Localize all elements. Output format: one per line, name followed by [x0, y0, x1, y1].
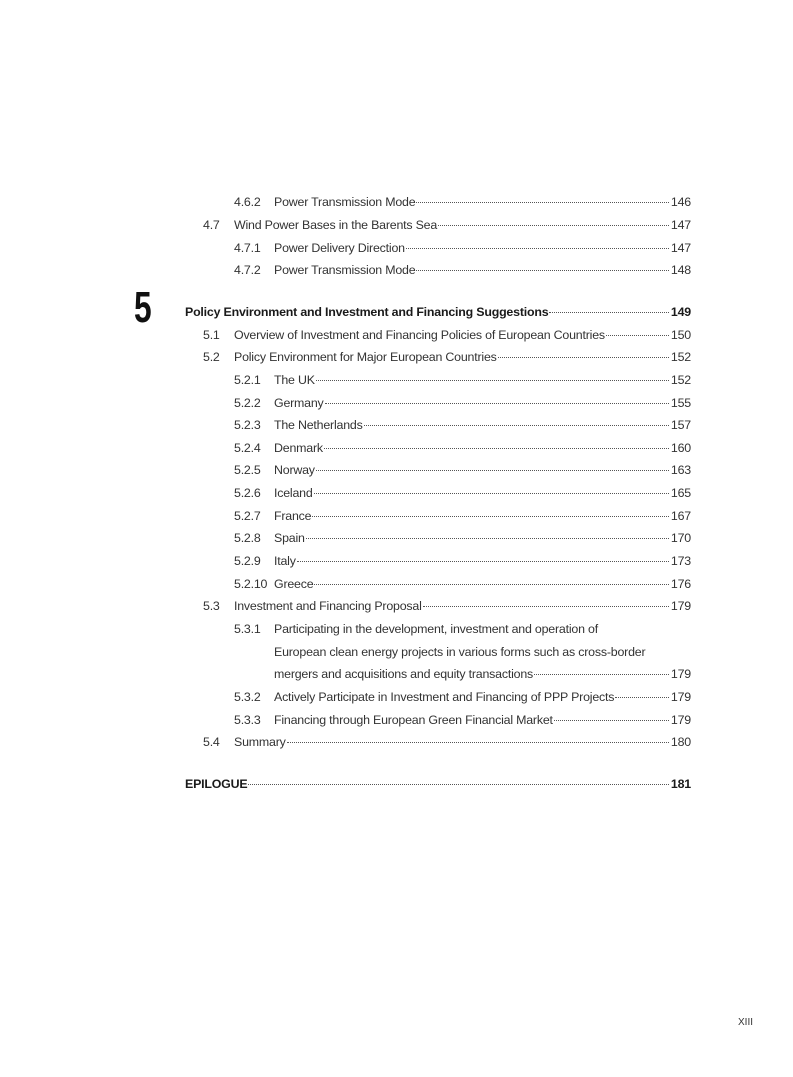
- toc-entry-title: Overview of Investment and Financing Policies of European Countries: [234, 328, 605, 342]
- toc-entry-page: 157: [670, 418, 691, 432]
- toc-entry-number: 5.2: [203, 350, 220, 364]
- toc-entry-page: 173: [670, 554, 691, 568]
- dot-leader: [297, 561, 669, 562]
- dot-leader: [606, 335, 669, 336]
- dot-leader: [554, 720, 669, 721]
- dot-leader: [406, 248, 669, 249]
- toc-entry-number: 5.1: [203, 328, 220, 342]
- toc-entry-number: 5.2.8: [234, 531, 261, 545]
- chapter-number: 5: [134, 283, 152, 332]
- toc-entry-title: Iceland: [274, 486, 313, 500]
- dot-leader: [534, 674, 669, 675]
- toc-entry[interactable]: [0, 371, 691, 389]
- toc-entry-number: 5.2.5: [234, 463, 261, 477]
- toc-entry[interactable]: [0, 775, 691, 793]
- dot-leader: [364, 425, 669, 426]
- dot-leader: [314, 584, 668, 585]
- toc-entry-page: 149: [670, 305, 691, 319]
- toc-entry-number: 5.3.2: [234, 690, 261, 704]
- toc-entry-number: 5.2.10: [234, 577, 268, 591]
- toc-entry-page: 152: [670, 350, 691, 364]
- toc-entry[interactable]: [0, 261, 691, 279]
- toc-entry-number: 5.3: [203, 599, 220, 613]
- toc-entry-page: 165: [670, 486, 691, 500]
- toc-entry-page: 160: [670, 441, 691, 455]
- toc-entry[interactable]: [0, 348, 691, 366]
- toc-entry-title: Wind Power Bases in the Barents Sea: [234, 218, 438, 232]
- dot-leader: [312, 516, 669, 517]
- dot-leader: [325, 403, 669, 404]
- dot-leader: [416, 202, 669, 203]
- toc-entry-number: 4.7.2: [234, 263, 261, 277]
- toc-entry[interactable]: [0, 688, 691, 706]
- toc-entry[interactable]: [0, 394, 691, 412]
- toc-entry-page: 163: [670, 463, 691, 477]
- toc-entry[interactable]: [0, 193, 691, 211]
- toc-entry-title: Summary: [234, 735, 286, 749]
- toc-entry-number: 5.2.6: [234, 486, 261, 500]
- toc-entry[interactable]: [0, 484, 691, 502]
- dot-leader: [549, 312, 669, 313]
- toc-entry[interactable]: [0, 575, 691, 593]
- toc-entry-number: 4.6.2: [234, 195, 261, 209]
- toc-entry-number: 5.2.2: [234, 396, 261, 410]
- dot-leader: [498, 357, 669, 358]
- toc-entry[interactable]: [0, 529, 691, 547]
- toc-entry-number: 5.4: [203, 735, 220, 749]
- toc-entry-title: Greece: [274, 577, 314, 591]
- toc-entry[interactable]: [0, 216, 691, 234]
- toc-entry[interactable]: [0, 665, 691, 683]
- dot-leader: [314, 493, 669, 494]
- toc-entry-page: 179: [670, 690, 691, 704]
- toc-entry[interactable]: [0, 552, 691, 570]
- toc-entry-title: EPILOGUE: [185, 777, 248, 791]
- toc-entry-title: France: [274, 509, 312, 523]
- toc-entry-page: 150: [670, 328, 691, 342]
- toc-entry-title: Power Transmission Mode: [274, 195, 416, 209]
- toc-entry-title: Italy: [274, 554, 296, 568]
- dot-leader: [306, 538, 669, 539]
- toc-entry[interactable]: [0, 303, 691, 321]
- toc-entry-page: 148: [670, 263, 691, 277]
- toc-entry[interactable]: [0, 461, 691, 479]
- toc-entry[interactable]: [0, 439, 691, 457]
- dot-leader: [438, 225, 669, 226]
- toc-entry-title: The Netherlands: [274, 418, 363, 432]
- dot-leader: [423, 606, 669, 607]
- toc-entry-number: 4.7.1: [234, 241, 261, 255]
- toc-entry-title-line: European clean energy projects in various forms such as cross-border: [274, 645, 646, 659]
- dot-leader: [615, 697, 669, 698]
- dot-leader: [316, 380, 669, 381]
- toc-entry-title: Policy Environment and Investment and Financing Suggestions: [185, 305, 549, 319]
- toc-entry[interactable]: [0, 416, 691, 434]
- toc-entry-page: 179: [670, 667, 691, 681]
- toc-entry-number: 5.2.9: [234, 554, 261, 568]
- dot-leader: [324, 448, 669, 449]
- toc-entry-title: Power Delivery Direction: [274, 241, 405, 255]
- toc-entry[interactable]: [0, 507, 691, 525]
- toc-entry-title: The UK: [274, 373, 315, 387]
- toc-entry-title: Actively Participate in Investment and Financing of PPP Projects: [274, 690, 615, 704]
- dot-leader: [248, 784, 668, 785]
- dot-leader: [287, 742, 669, 743]
- toc-entry[interactable]: [0, 239, 691, 257]
- page-folio: XIII: [738, 1017, 754, 1028]
- toc-entry-page: 179: [670, 713, 691, 727]
- toc-entry-number: 5.3.1: [234, 622, 261, 636]
- toc-entry-number: 5.2.3: [234, 418, 261, 432]
- toc-entry-title: Investment and Financing Proposal: [234, 599, 422, 613]
- toc-entry-page: 146: [670, 195, 691, 209]
- toc-entry-page: 155: [670, 396, 691, 410]
- toc-entry-page: 170: [670, 531, 691, 545]
- toc-entry-page: 176: [670, 577, 691, 591]
- toc-entry-page: 147: [670, 218, 691, 232]
- toc-entry-page: 179: [670, 599, 691, 613]
- toc-entry-title: Policy Environment for Major European Countries: [234, 350, 497, 364]
- toc-entry-title: Financing through European Green Financial Market: [274, 713, 553, 727]
- toc-entry[interactable]: [0, 733, 691, 751]
- toc-entry-page: 167: [670, 509, 691, 523]
- toc-entry-title: Denmark: [274, 441, 323, 455]
- toc-entry[interactable]: [0, 597, 691, 615]
- toc-entry-number: 5.2.1: [234, 373, 261, 387]
- toc-entry[interactable]: [0, 326, 691, 344]
- dot-leader: [316, 470, 669, 471]
- toc-entry-number: 5.2.7: [234, 509, 261, 523]
- toc-entry[interactable]: [0, 711, 691, 729]
- toc-entry-title: Germany: [274, 396, 324, 410]
- toc-entry-page: 181: [670, 777, 691, 791]
- toc-entry-title-line: Participating in the development, investment and operation of: [274, 622, 598, 636]
- toc-entry-title: Power Transmission Mode: [274, 263, 416, 277]
- dot-leader: [416, 270, 669, 271]
- toc-entry-page: 152: [670, 373, 691, 387]
- toc-entry-number: 5.2.4: [234, 441, 261, 455]
- toc-entry-number: 5.3.3: [234, 713, 261, 727]
- toc-entry-title: mergers and acquisitions and equity transactions: [274, 667, 534, 681]
- toc-entry-title: Spain: [274, 531, 305, 545]
- toc-entry-page: 180: [670, 735, 691, 749]
- toc-entry-number: 4.7: [203, 218, 220, 232]
- toc-entry-title: Norway: [274, 463, 315, 477]
- toc-entry-page: 147: [670, 241, 691, 255]
